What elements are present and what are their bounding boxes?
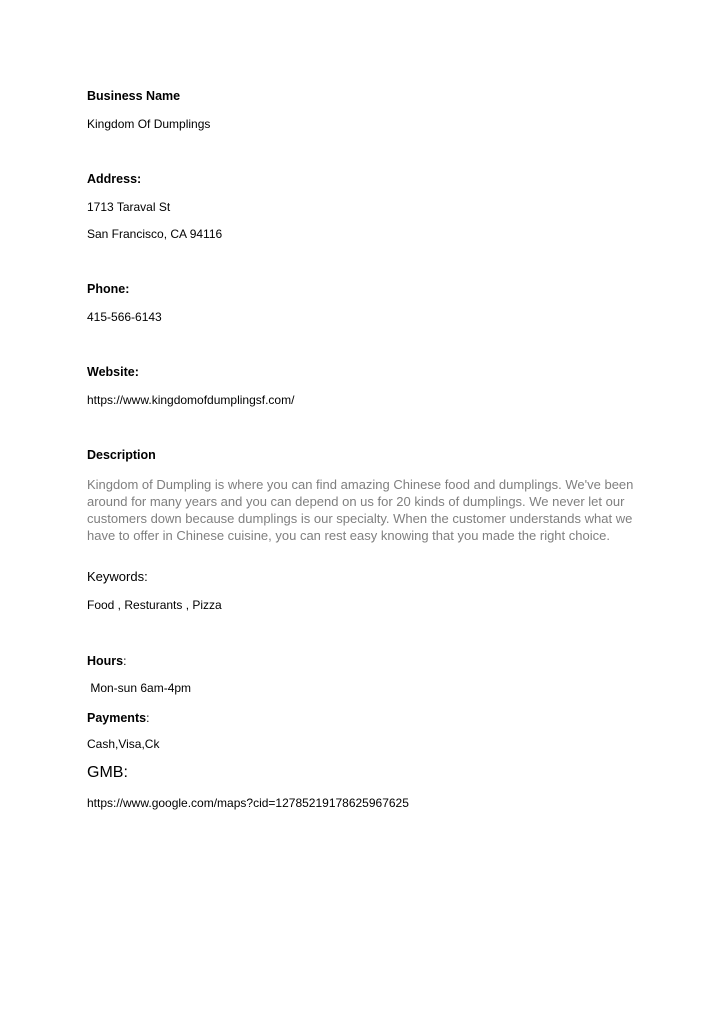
- website-heading: Website:: [87, 365, 139, 379]
- payments-heading: Payments: [87, 711, 147, 725]
- keywords-value: Food , Resturants , Pizza: [87, 598, 222, 612]
- hours-heading: Hours: [87, 654, 124, 668]
- business-name-heading: Business Name: [87, 89, 181, 103]
- website-value: https://www.kingdomofdumplingsf.com/: [87, 393, 295, 407]
- business-name-value: Kingdom Of Dumplings: [87, 117, 211, 131]
- keywords-heading: Keywords:: [87, 569, 148, 584]
- address-heading: Address:: [87, 172, 142, 186]
- address-line-2: San Francisco, CA 94116: [87, 227, 223, 241]
- description-text: Kingdom of Dumpling is where you can find amazing Chinese food and dumplings. We've been around for many years and you can depend on us for 20 kinds of dumplings. We never let our customers down because dumplings is our specialty. When the customer understands what we have to offer in Chinese cuisine, you can rest easy knowing that you made the right choice.: [87, 477, 634, 543]
- hours-heading-line: [87, 652, 126, 670]
- hours-colon: :: [123, 654, 127, 668]
- phone-value: 415-566-6143: [87, 310, 162, 324]
- gmb-heading: GMB:: [87, 764, 128, 781]
- payments-colon: :: [146, 711, 150, 725]
- address-line-1: 1713 Taraval St: [87, 200, 171, 214]
- hours-value: Mon-sun 6am-4pm: [87, 681, 192, 695]
- gmb-value: https://www.google.com/maps?cid=12785219178625967625: [87, 796, 409, 810]
- description-heading: Description: [87, 448, 156, 462]
- phone-heading: Phone:: [87, 282, 130, 296]
- payments-heading-line: [87, 709, 149, 727]
- payments-value: Cash,Visa,Ck: [87, 737, 160, 751]
